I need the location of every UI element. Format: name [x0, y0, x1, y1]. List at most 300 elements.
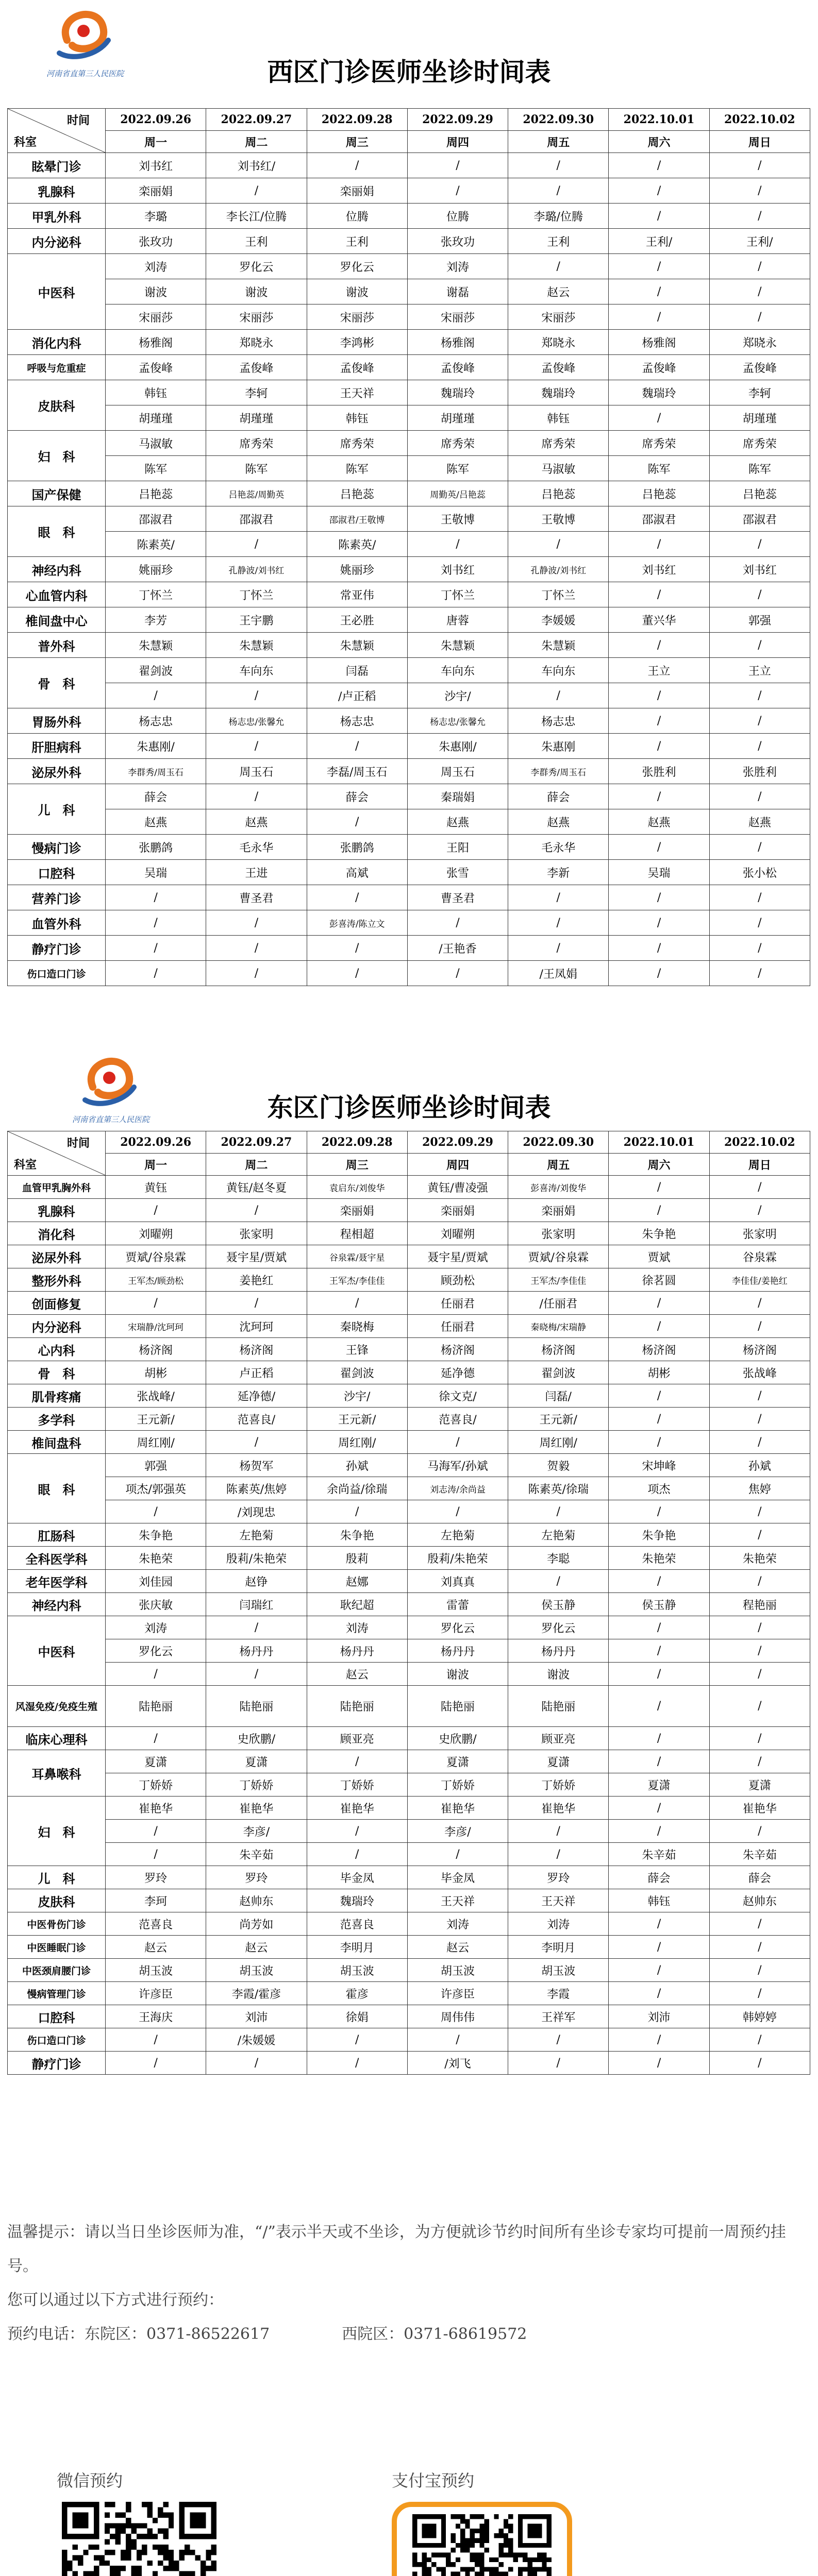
doctor-cell: 刘书红	[106, 153, 206, 178]
doctor-cell: 谢波	[206, 279, 307, 304]
weekday-header: 周五	[508, 1154, 609, 1176]
doctor-cell: 顾亚亮	[307, 1727, 407, 1750]
doctor-cell: 薛会	[709, 1866, 810, 1889]
doctor-cell: 董兴华	[609, 607, 709, 633]
doctor-cell: 赵燕	[709, 809, 810, 835]
doctor-cell: /	[609, 2052, 709, 2075]
doctor-cell: 李鸿彬	[307, 330, 407, 355]
alipay-qr-frame[interactable]	[392, 2502, 572, 2576]
doctor-cell: 霍彦	[307, 1982, 407, 2005]
doctor-cell: /	[709, 1176, 810, 1199]
department-cell: 皮肤科	[8, 1889, 106, 1912]
doctor-cell: /	[609, 835, 709, 860]
doctor-cell: /	[206, 1663, 307, 1686]
date-header: 2022.09.27	[206, 109, 307, 131]
doctor-cell: /	[206, 734, 307, 759]
doctor-cell: /	[106, 961, 206, 986]
doctor-cell: 韩钰	[609, 1889, 709, 1912]
doctor-cell: 毛永华	[508, 835, 609, 860]
wechat-qr-code[interactable]	[62, 2502, 216, 2576]
date-header: 2022.10.01	[609, 1131, 709, 1154]
doctor-cell: 夏潇	[709, 1773, 810, 1797]
doctor-cell: 王军杰/李佳佳	[307, 1268, 407, 1292]
department-cell: 整形外科	[8, 1268, 106, 1292]
table-row	[8, 1570, 810, 1593]
table-row	[8, 1727, 810, 1750]
doctor-cell: /	[508, 1843, 609, 1866]
west-phone[interactable]: 西院区：0371-68619572	[342, 2325, 527, 2343]
doctor-cell: 李璐	[106, 204, 206, 229]
doctor-cell: /任丽君	[508, 1292, 609, 1315]
doctor-cell: /	[709, 1292, 810, 1315]
doctor-cell: 马淑敏	[508, 456, 609, 481]
doctor-cell: /	[609, 1727, 709, 1750]
table-row	[8, 1593, 810, 1616]
doctor-cell: 杨济阁	[609, 1338, 709, 1361]
doctor-cell: 王进	[206, 860, 307, 885]
doctor-cell: 李佳佳/姜艳红	[709, 1268, 810, 1292]
doctor-cell: 翟剑波	[106, 658, 206, 683]
doctor-cell: /王艳香	[407, 936, 508, 961]
doctor-cell: 张家明	[709, 1222, 810, 1245]
doctor-cell: 陆艳丽	[407, 1686, 508, 1727]
doctor-cell: 项杰/郭强英	[106, 1477, 206, 1500]
doctor-cell: 孟俊峰	[508, 355, 609, 380]
doctor-cell: 谢波	[106, 279, 206, 304]
table-row	[8, 405, 810, 431]
doctor-cell: 贺毅	[508, 1454, 609, 1477]
doctor-cell: /	[609, 1292, 709, 1315]
weekday-header: 周一	[106, 1154, 206, 1176]
doctor-cell: /	[609, 405, 709, 431]
doctor-cell: 王军杰/顾劲松	[106, 1268, 206, 1292]
weekday-header: 周二	[206, 131, 307, 153]
doctor-cell: 胡瑾瑾	[106, 405, 206, 431]
doctor-cell: 李彦/	[206, 1820, 307, 1843]
doctor-cell: 杨志忠	[106, 708, 206, 734]
table-row	[8, 1797, 810, 1820]
doctor-cell: /	[307, 1292, 407, 1315]
table-row	[8, 1199, 810, 1222]
doctor-cell: /王凤娟	[508, 961, 609, 986]
table-row	[8, 1616, 810, 1639]
table-row	[8, 380, 810, 405]
doctor-cell: 徐文克/	[407, 1384, 508, 1408]
doctor-cell: 宋坤峰	[609, 1454, 709, 1477]
doctor-cell: /	[307, 885, 407, 910]
doctor-cell: 姜艳红	[206, 1268, 307, 1292]
doctor-cell: 邵淑君/王敬博	[307, 506, 407, 532]
doctor-cell: 杨雅阁	[609, 330, 709, 355]
doctor-cell: 顾亚亮	[508, 1727, 609, 1750]
doctor-cell: 宋丽莎	[307, 304, 407, 330]
table-row	[8, 1686, 810, 1727]
doctor-cell: /	[307, 809, 407, 835]
doctor-cell: 孟俊峰	[407, 355, 508, 380]
table-row	[8, 1222, 810, 1245]
doctor-cell: 邵淑君	[206, 506, 307, 532]
doctor-cell: 吴瑞	[609, 860, 709, 885]
doctor-cell: 张战峰	[709, 1361, 810, 1384]
east-phone[interactable]: 东院区：0371-86522617	[85, 2325, 270, 2343]
doctor-cell: /	[206, 1431, 307, 1454]
department-cell: 儿 科	[8, 1866, 106, 1889]
doctor-cell: 王祥军	[508, 2005, 609, 2028]
doctor-cell: 王敬博	[508, 506, 609, 532]
doctor-cell: 贾斌	[609, 1245, 709, 1268]
doctor-cell: 车向东	[508, 658, 609, 683]
table-row	[8, 809, 810, 835]
doctor-cell: /	[307, 2052, 407, 2075]
doctor-cell: /	[609, 633, 709, 658]
doctor-cell: /	[609, 1750, 709, 1773]
doctor-cell: 邵淑君	[106, 506, 206, 532]
doctor-cell: 王利	[307, 229, 407, 254]
doctor-cell: 李长江/位腾	[206, 204, 307, 229]
doctor-cell: 王立	[709, 658, 810, 683]
doctor-cell: /	[508, 254, 609, 279]
doctor-cell: 丁娇娇	[307, 1773, 407, 1797]
doctor-cell: 左艳菊	[407, 1523, 508, 1547]
doctor-cell: /	[609, 304, 709, 330]
doctor-cell: /	[709, 1912, 810, 1936]
doctor-cell: 席秀荣	[206, 431, 307, 456]
department-cell: 耳鼻喉科	[8, 1750, 106, 1797]
department-cell: 乳腺科	[8, 1199, 106, 1222]
table-row	[8, 1866, 810, 1889]
doctor-cell: 陆艳丽	[508, 1686, 609, 1727]
doctor-cell: 殷莉	[307, 1547, 407, 1570]
doctor-cell: 王海庆	[106, 2005, 206, 2028]
doctor-cell: /	[609, 708, 709, 734]
doctor-cell: 郭强	[709, 607, 810, 633]
doctor-cell: /	[609, 1820, 709, 1843]
doctor-cell: 李群秀/周玉石	[106, 759, 206, 784]
doctor-cell: 黄钰	[106, 1176, 206, 1199]
table-row	[8, 1408, 810, 1431]
doctor-cell: 周红刚/	[508, 1431, 609, 1454]
doctor-cell: /	[709, 1727, 810, 1750]
doctor-cell: 张家明	[508, 1222, 609, 1245]
doctor-cell: 秦晓梅/宋瑞静	[508, 1315, 609, 1338]
doctor-cell: 邵淑君	[709, 506, 810, 532]
doctor-cell: 延净德	[407, 1361, 508, 1384]
table-row	[8, 936, 810, 961]
department-cell: 骨 科	[8, 658, 106, 708]
doctor-cell: 李新	[508, 860, 609, 885]
table-row	[8, 633, 810, 658]
doctor-cell: 丁怀兰	[206, 582, 307, 607]
department-cell: 乳腺科	[8, 178, 106, 204]
date-header: 2022.10.01	[609, 109, 709, 131]
doctor-cell: 丁怀兰	[508, 582, 609, 607]
doctor-cell: 张鹏鸽	[307, 835, 407, 860]
doctor-cell: /	[609, 1315, 709, 1338]
doctor-cell: 夏潇	[407, 1750, 508, 1773]
department-cell: 呼吸与危重症	[8, 355, 106, 380]
doctor-cell: 刘志涛/余尚益	[407, 1477, 508, 1500]
doctor-cell: 赵燕	[609, 809, 709, 835]
doctor-cell: 谢波	[307, 279, 407, 304]
table-row	[8, 178, 810, 204]
doctor-cell: /	[709, 1500, 810, 1523]
doctor-cell: 曹圣君	[206, 885, 307, 910]
doctor-cell: 王立	[609, 658, 709, 683]
doctor-cell: 袁启东/刘俊华	[307, 1176, 407, 1199]
corner-time-label: 时间	[66, 114, 90, 127]
doctor-cell: 李磊/周玉石	[307, 759, 407, 784]
doctor-cell: 赵云	[206, 1936, 307, 1959]
doctor-cell: /	[709, 885, 810, 910]
doctor-cell: 李霞/霍彦	[206, 1982, 307, 2005]
doctor-cell: 王利	[508, 229, 609, 254]
table-row	[8, 1912, 810, 1936]
doctor-cell: 杨济阁	[508, 1338, 609, 1361]
department-cell: 消化科	[8, 1222, 106, 1245]
doctor-cell: /	[407, 178, 508, 204]
doctor-cell: 程相超	[307, 1222, 407, 1245]
table-row	[8, 1982, 810, 2005]
doctor-cell: 陈素英/徐瑞	[508, 1477, 609, 1500]
doctor-cell: 徐茗圆	[609, 1268, 709, 1292]
doctor-cell: 朱艳荣	[106, 1547, 206, 1570]
doctor-cell: 周玉石	[407, 759, 508, 784]
table-row	[8, 1750, 810, 1773]
doctor-cell: 高斌	[307, 860, 407, 885]
doctor-cell: 孙斌	[709, 1454, 810, 1477]
doctor-cell: 王元新/	[508, 1408, 609, 1431]
doctor-cell: 沙宇/	[407, 683, 508, 708]
phone-label: 预约电话：	[7, 2325, 85, 2343]
doctor-cell: 杨济阁	[106, 1338, 206, 1361]
doctor-cell: 朱争艳	[106, 1523, 206, 1547]
doctor-cell: /	[106, 1500, 206, 1523]
doctor-cell: /	[709, 532, 810, 557]
doctor-cell: 赵云	[407, 1936, 508, 1959]
doctor-cell: 刘涛	[407, 1912, 508, 1936]
doctor-cell: /	[206, 2052, 307, 2075]
doctor-cell: 周红刚/	[307, 1431, 407, 1454]
doctor-cell: 毛永华	[206, 835, 307, 860]
doctor-cell: 杨丹丹	[206, 1639, 307, 1663]
doctor-cell: 宋瑞静/沈珂珂	[106, 1315, 206, 1338]
doctor-cell: /	[508, 178, 609, 204]
doctor-cell: /	[709, 734, 810, 759]
doctor-cell: /	[206, 178, 307, 204]
doctor-cell: /	[106, 2052, 206, 2075]
doctor-cell: 张胜利	[609, 759, 709, 784]
doctor-cell: 崔艳华	[106, 1797, 206, 1820]
doctor-cell: /	[609, 153, 709, 178]
department-cell: 中医骨伤门诊	[8, 1912, 106, 1936]
department-cell: 静疗门诊	[8, 936, 106, 961]
department-cell: 国产保健	[8, 481, 106, 506]
weekday-header: 周四	[407, 131, 508, 153]
doctor-cell: 任丽君	[407, 1292, 508, 1315]
doctor-cell: 孔静波/刘书红	[508, 557, 609, 582]
doctor-cell: 王利/	[709, 229, 810, 254]
doctor-cell: /	[609, 885, 709, 910]
doctor-cell: 闫瑞红	[206, 1593, 307, 1616]
doctor-cell: /	[709, 153, 810, 178]
doctor-cell: /	[206, 910, 307, 936]
doctor-cell: /	[709, 204, 810, 229]
table-row	[8, 254, 810, 279]
table-row	[8, 1361, 810, 1384]
doctor-cell: 李轲	[206, 380, 307, 405]
table-row	[8, 1315, 810, 1338]
date-header: 2022.09.28	[307, 1131, 407, 1154]
doctor-cell: /	[709, 1431, 810, 1454]
date-header: 2022.09.29	[407, 1131, 508, 1154]
doctor-cell: 王军杰/李佳佳	[508, 1268, 609, 1292]
doctor-cell: 薛会	[508, 784, 609, 809]
doctor-cell: 刘涛	[407, 254, 508, 279]
doctor-cell: /	[609, 1797, 709, 1820]
doctor-cell: 丁娇娇	[508, 1773, 609, 1797]
table-row	[8, 1245, 810, 1268]
department-cell: 全科医学科	[8, 1547, 106, 1570]
department-cell: 椎间盘科	[8, 1431, 106, 1454]
doctor-cell: 陈素英/焦婷	[206, 1477, 307, 1500]
doctor-cell: /	[206, 1616, 307, 1639]
corner-dept-label: 科室	[14, 1158, 37, 1172]
doctor-cell: /	[307, 1843, 407, 1866]
doctor-cell: 郑晓永	[206, 330, 307, 355]
doctor-cell: /	[709, 1663, 810, 1686]
doctor-cell: 邵淑君	[609, 506, 709, 532]
table-row	[8, 330, 810, 355]
doctor-cell: 孟俊峰	[609, 355, 709, 380]
doctor-cell: 沙宇/	[307, 1384, 407, 1408]
doctor-cell: 王锋	[307, 1338, 407, 1361]
doctor-cell: 吕艳蕊/周勤英	[206, 481, 307, 506]
doctor-cell: 谷泉霖	[709, 1245, 810, 1268]
doctor-cell: /刘飞	[407, 2052, 508, 2075]
doctor-cell: /	[407, 1843, 508, 1866]
doctor-cell: /	[307, 153, 407, 178]
weekday-header: 周日	[709, 131, 810, 153]
date-header: 2022.09.28	[307, 109, 407, 131]
doctor-cell: /	[307, 2028, 407, 2052]
doctor-cell: 焦婷	[709, 1477, 810, 1500]
date-header: 2022.10.02	[709, 1131, 810, 1154]
department-cell: 胃肠外科	[8, 708, 106, 734]
table-row	[8, 683, 810, 708]
table-row	[8, 1176, 810, 1199]
doctor-cell: 陈军	[307, 456, 407, 481]
department-cell: 心内科	[8, 1338, 106, 1361]
department-cell: 营养门诊	[8, 885, 106, 910]
doctor-cell: /	[709, 683, 810, 708]
doctor-cell: 秦晓梅	[307, 1315, 407, 1338]
doctor-cell: 李媛媛	[508, 607, 609, 633]
doctor-cell: 罗化云	[206, 254, 307, 279]
doctor-cell: 闫磊/	[508, 1384, 609, 1408]
doctor-cell: 朱惠刚	[508, 734, 609, 759]
doctor-cell: 朱争艳	[609, 1222, 709, 1245]
doctor-cell: 栾丽娟	[307, 178, 407, 204]
doctor-cell: /	[307, 1820, 407, 1843]
department-cell: 风湿免疫/免疫生殖	[8, 1686, 106, 1727]
doctor-cell: /	[709, 1959, 810, 1982]
department-cell: 临床心理科	[8, 1727, 106, 1750]
doctor-cell: 陈军	[206, 456, 307, 481]
doctor-cell: 陈素英/	[307, 532, 407, 557]
doctor-cell: 杨贺军	[206, 1454, 307, 1477]
department-cell: 慢病门诊	[8, 835, 106, 860]
doctor-cell: /刘现忠	[206, 1500, 307, 1523]
doctor-cell: /	[709, 1199, 810, 1222]
wechat-label: 微信预约	[57, 2471, 123, 2490]
doctor-cell: 聂宇星/贾斌	[407, 1245, 508, 1268]
corner-header	[8, 109, 106, 153]
department-cell: 消化内科	[8, 330, 106, 355]
doctor-cell: 杨志忠	[508, 708, 609, 734]
doctor-cell: /	[709, 1570, 810, 1593]
doctor-cell: /	[206, 961, 307, 986]
doctor-cell: 位腾	[307, 204, 407, 229]
doctor-cell: 赵帅东	[709, 1889, 810, 1912]
doctor-cell: 秦瑞娟	[407, 784, 508, 809]
doctor-cell: 谷泉霖/聂宇星	[307, 1245, 407, 1268]
doctor-cell: 王阳	[407, 835, 508, 860]
doctor-cell: 李群秀/周玉石	[508, 759, 609, 784]
doctor-cell: /	[307, 961, 407, 986]
doctor-cell: /	[709, 1523, 810, 1547]
doctor-cell: /	[609, 1959, 709, 1982]
doctor-cell: 栾丽娟	[307, 1199, 407, 1222]
doctor-cell: 王天祥	[508, 1889, 609, 1912]
doctor-cell: /	[106, 1820, 206, 1843]
doctor-cell: /	[407, 1500, 508, 1523]
doctor-cell: 刘沛	[609, 2005, 709, 2028]
west-schedule-table	[7, 108, 810, 986]
doctor-cell: /	[609, 734, 709, 759]
department-cell: 内分泌科	[8, 229, 106, 254]
doctor-cell: /	[609, 1384, 709, 1408]
doctor-cell: 刘涛	[106, 1616, 206, 1639]
doctor-cell: 刘曜朔	[106, 1222, 206, 1245]
doctor-cell: 宋丽莎	[508, 304, 609, 330]
doctor-cell: 张家明	[206, 1222, 307, 1245]
doctor-cell: 左艳菊	[508, 1523, 609, 1547]
department-cell: 肝胆病科	[8, 734, 106, 759]
doctor-cell: /	[407, 961, 508, 986]
doctor-cell: 刘书红/	[206, 153, 307, 178]
weekday-header: 周四	[407, 1154, 508, 1176]
doctor-cell: 王敬博	[407, 506, 508, 532]
table-row	[8, 2005, 810, 2028]
doctor-cell: 杨志忠/张馨允	[206, 708, 307, 734]
doctor-cell: /	[609, 1176, 709, 1199]
east-title: 东区门诊医师坐诊时间表	[267, 1093, 551, 1123]
doctor-cell: /	[709, 1408, 810, 1431]
table-row	[8, 708, 810, 734]
doctor-cell: 夏潇	[106, 1750, 206, 1773]
weekday-header: 周六	[609, 1154, 709, 1176]
doctor-cell: 崔艳华	[709, 1797, 810, 1820]
table-row	[8, 860, 810, 885]
doctor-cell: 郭强	[106, 1454, 206, 1477]
doctor-cell: 谢波	[407, 1663, 508, 1686]
doctor-cell: /	[307, 1500, 407, 1523]
doctor-cell: /	[508, 936, 609, 961]
doctor-cell: 胡瑾瑾	[407, 405, 508, 431]
doctor-cell: 赵燕	[407, 809, 508, 835]
doctor-cell: 侯玉静	[609, 1593, 709, 1616]
department-cell: 眼 科	[8, 506, 106, 557]
